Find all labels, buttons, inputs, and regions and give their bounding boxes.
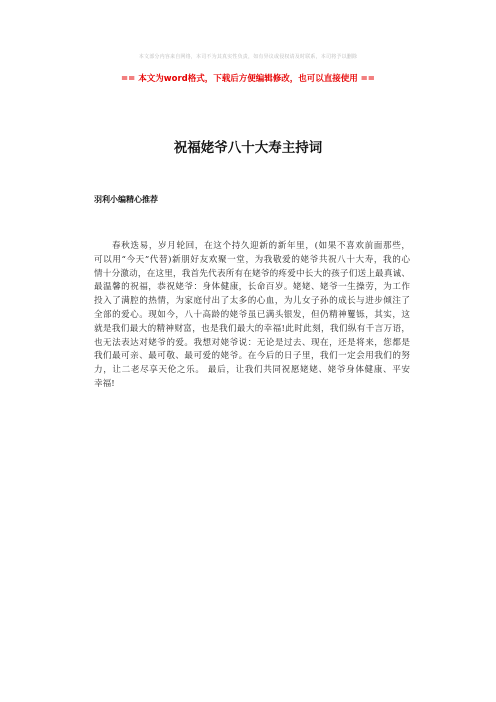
- paragraph-line: 也无法表达对姥爷的爱。我想对姥爷说：无论是过去、现在，还是将来，您都是: [94, 337, 410, 348]
- document-title: 祝福姥爷八十大寿主持词: [173, 140, 323, 156]
- paragraph-line: 可以用“今天”代替)新朋好友欢聚一堂，为我敬爱的姥爷共祝八十大寿，我的心: [94, 254, 410, 265]
- paragraph-line: 全部的爱心。现如今，八十高龄的姥爷虽已满头银发，但仍精神矍铄，其实，这: [94, 309, 410, 320]
- paragraph-line: 力，让二老尽享天伦之乐。 最后，让我们共同祝愿姥姥、姥爷身体健康、平安: [94, 365, 410, 376]
- paragraph-line: 幸福!: [94, 378, 115, 389]
- paragraph-line: 就是我们最大的精神财富，也是我们最大的幸福!此时此刻，我们纵有千言万语，: [94, 323, 410, 334]
- disclaimer-note: 本文部分内容来自网络，本司不为其真实性负责，如有异议或侵权请及时联系，本司将予以删除: [138, 54, 358, 60]
- paragraph-line: 最温馨的祝福，恭祝姥爷：身体健康，长命百岁。姥姥、姥爷一生操劳，为工作: [94, 282, 410, 293]
- paragraph-line: 情十分激动，在这里，我首先代表所有在姥爷的疼爱中长大的孩子们送上最真诚、: [94, 268, 410, 279]
- paragraph-line: 我们最可亲、最可敬、最可爱的姥爷。在今后的日子里，我们一定会用我们的努: [94, 351, 410, 362]
- paragraph-line: 投入了满腔的热情，为家庭付出了太多的心血，为儿女子孙的成长与进步倾注了: [94, 296, 410, 307]
- paragraph-line: 春秋迭易，岁月轮回，在这个持久迎新的新年里，(如果不喜欢前面那些，: [112, 241, 410, 251]
- word-format-banner: == 本文为word格式，下载后方便编辑修改，也可以直接使用 ==: [121, 74, 375, 84]
- body-paragraph: [94, 240, 410, 392]
- author-recommendation: 羽利小编精心推荐: [94, 195, 158, 204]
